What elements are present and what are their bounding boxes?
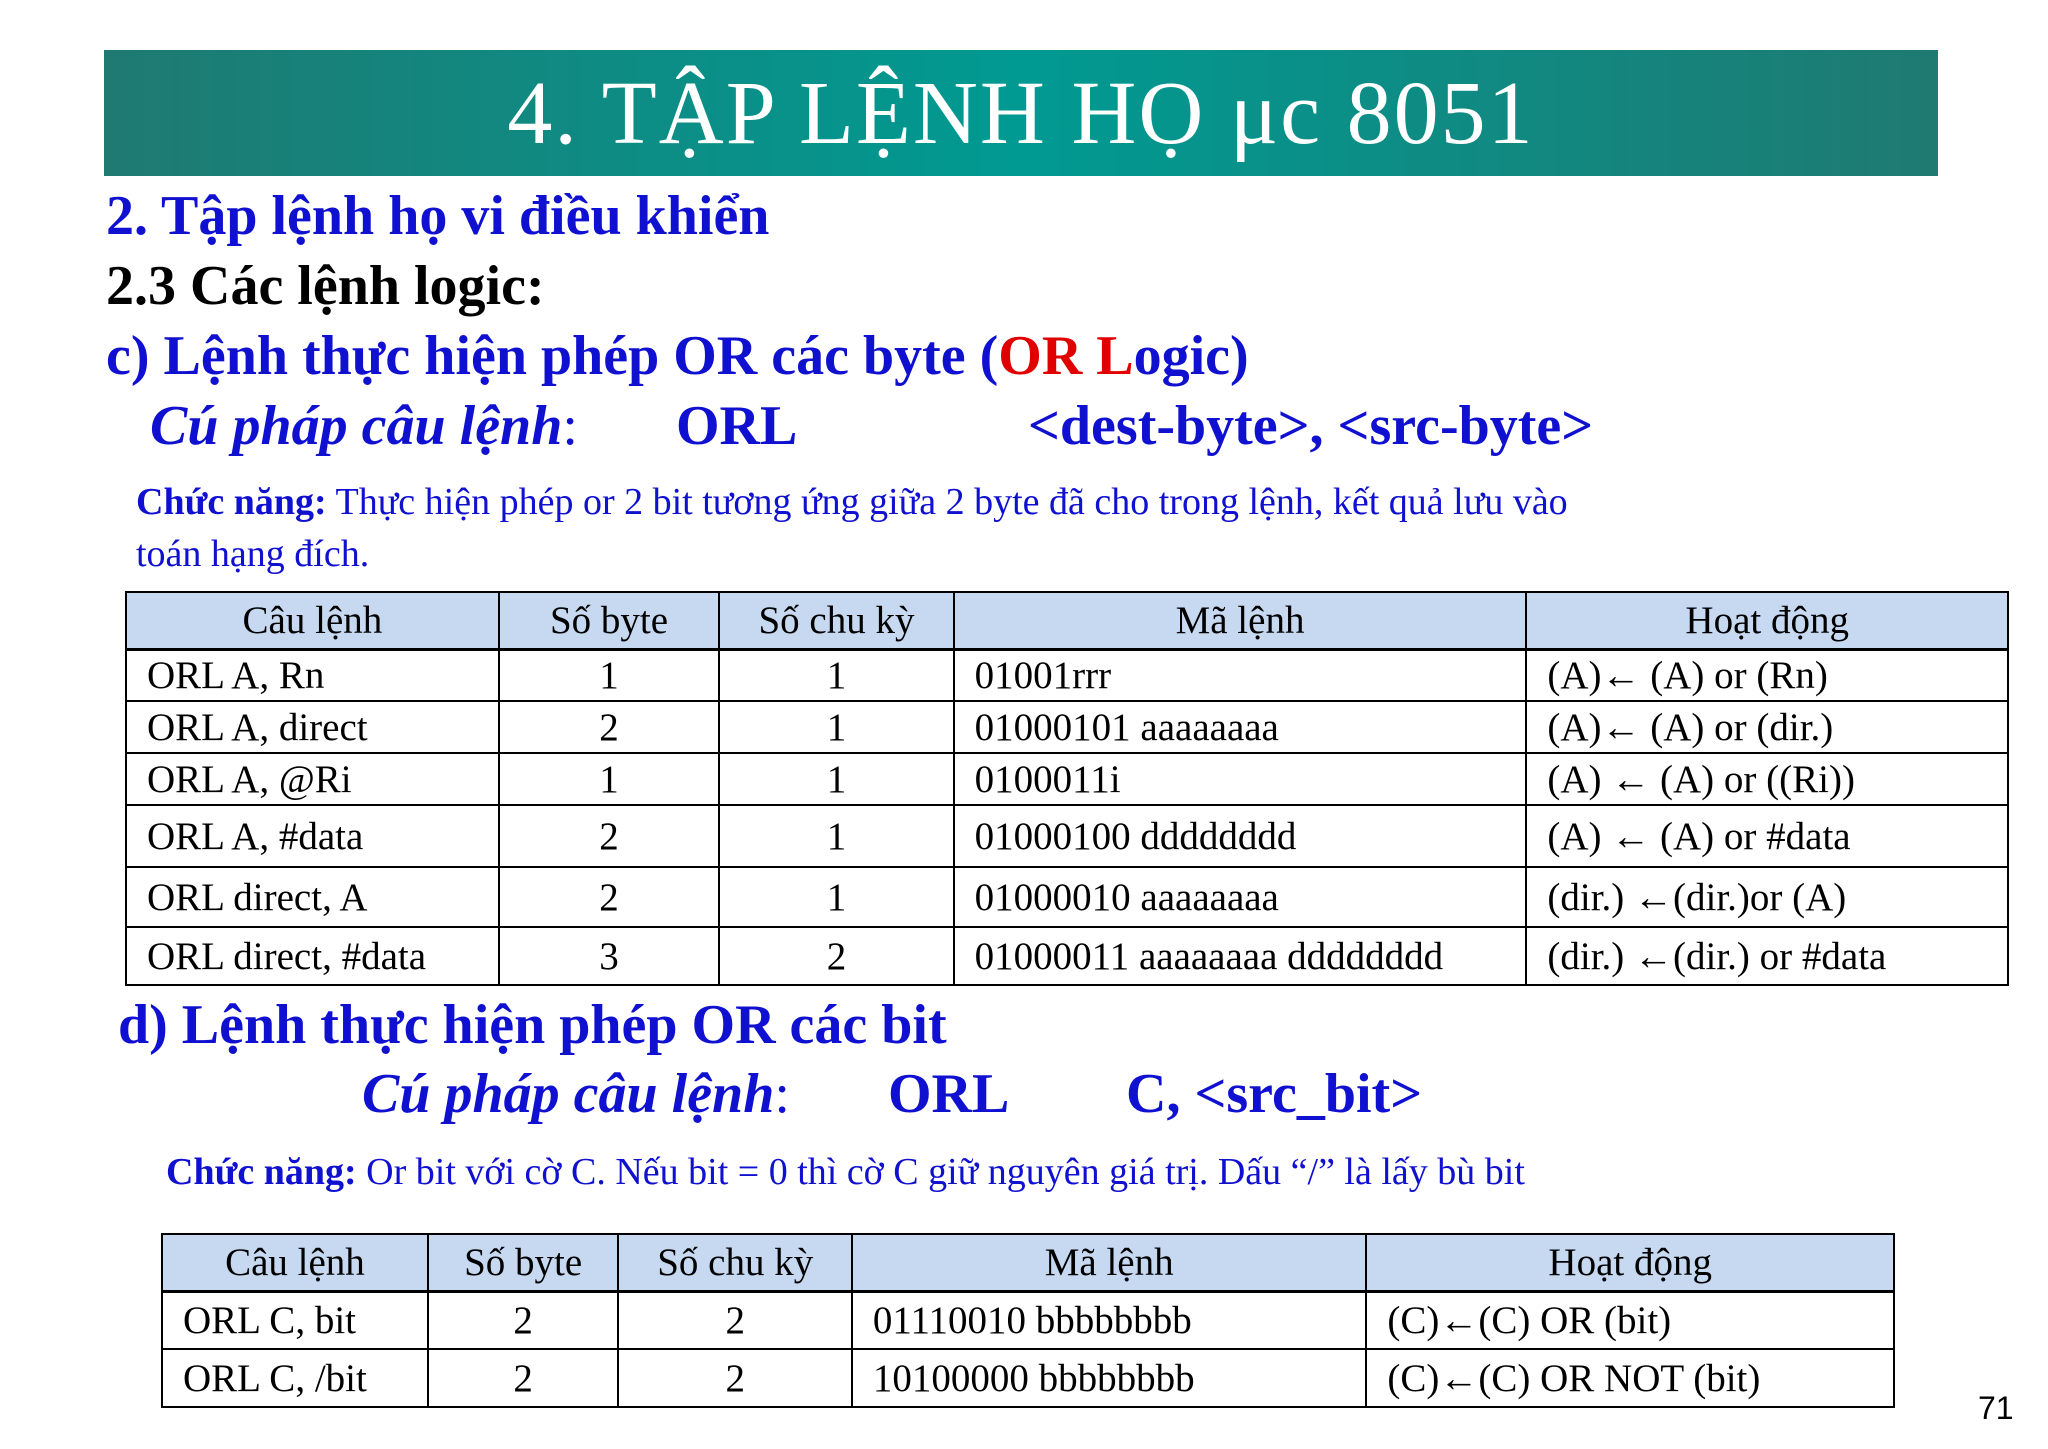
- col-header-instruction: Câu lệnh: [162, 1234, 428, 1291]
- instruction-cell: ORL C, /bit: [162, 1349, 428, 1407]
- col-header-opcode: Mã lệnh: [954, 592, 1527, 649]
- part-d-func-label: Chức năng:: [166, 1151, 357, 1193]
- section-heading: 2. Tập lệnh họ vi điều khiển: [106, 185, 770, 247]
- cycles-cell: 1: [719, 805, 953, 867]
- part-d-func-text: Or bit với cờ C. Nếu bit = 0 thì cờ C giữ nguyên giá trị. Dấu “/” là lấy bù bit: [356, 1151, 1525, 1193]
- part-d-heading: d) Lệnh thực hiện phép OR các bit: [118, 994, 947, 1056]
- part-c-func-label: Chức năng:: [136, 481, 327, 523]
- col-header-bytes: Số byte: [499, 592, 719, 649]
- part-c-heading-red-l: L: [1096, 325, 1134, 387]
- bytes-cell: 1: [499, 649, 719, 701]
- cycles-cell: 2: [618, 1349, 851, 1407]
- part-c-syntax-label: Cú pháp câu lệnh: [150, 395, 563, 457]
- part-c-heading: [106, 324, 1249, 388]
- part-d-syntax-args: C, <src_bit>: [1126, 1063, 1423, 1125]
- cycles-cell: 1: [719, 867, 953, 927]
- table-row: [162, 1291, 1894, 1349]
- col-header-operation: Hoạt động: [1526, 592, 2008, 649]
- col-header-cycles: Số chu kỳ: [618, 1234, 851, 1291]
- part-c-heading-red-or: OR: [998, 325, 1083, 387]
- bytes-cell: 2: [428, 1349, 619, 1407]
- cycles-cell: 1: [719, 701, 953, 753]
- bytes-cell: 1: [499, 753, 719, 805]
- table-row: [126, 701, 2008, 753]
- part-c-syntax-op: ORL: [676, 395, 798, 457]
- instruction-cell: ORL direct, #data: [126, 927, 499, 985]
- part-c-syntax: [150, 394, 1650, 458]
- instruction-cell: ORL direct, A: [126, 867, 499, 927]
- part-c-heading-suffix: ogic): [1133, 325, 1249, 387]
- opcode-cell: 01001rrr: [954, 649, 1527, 701]
- part-d-syntax-colon: :: [774, 1063, 790, 1125]
- operation-cell: (C)←(C) OR (bit): [1366, 1291, 1894, 1349]
- table-header-row: [162, 1234, 1894, 1291]
- col-header-operation: Hoạt động: [1366, 1234, 1894, 1291]
- operation-cell: (A) ← (A) or ((Ri)): [1526, 753, 2008, 805]
- part-c-func-text2: toán hạng đích.: [136, 533, 370, 575]
- operation-cell: (dir.) ←(dir.) or #data: [1526, 927, 2008, 985]
- opcode-cell: 01000101 aaaaaaaa: [954, 701, 1527, 753]
- subsection-heading: 2.3 Các lệnh logic:: [106, 255, 545, 317]
- table-row: [126, 753, 2008, 805]
- slide-title: 4. TẬP LỆNH HỌ μc 8051: [507, 63, 1535, 163]
- part-d-syntax-label: Cú pháp câu lệnh: [362, 1063, 775, 1125]
- col-header-instruction: Câu lệnh: [126, 592, 499, 649]
- bytes-cell: 3: [499, 927, 719, 985]
- part-d-syntax: [362, 1062, 1562, 1126]
- opcode-cell: 01000010 aaaaaaaa: [954, 867, 1527, 927]
- table-row: [162, 1349, 1894, 1407]
- cycles-cell: 2: [618, 1291, 851, 1349]
- instruction-cell: ORL C, bit: [162, 1291, 428, 1349]
- opcode-cell: 0100011i: [954, 753, 1527, 805]
- part-c-heading-prefix: c) Lệnh thực hiện phép OR các byte (: [106, 325, 999, 387]
- cycles-cell: 1: [719, 649, 953, 701]
- cycles-cell: 2: [719, 927, 953, 985]
- part-c-syntax-args: <dest-byte>, <src-byte>: [1028, 395, 1594, 457]
- opcode-cell: 01110010 bbbbbbbb: [852, 1291, 1366, 1349]
- bytes-cell: 2: [499, 867, 719, 927]
- part-c-function: [136, 476, 1568, 580]
- instruction-cell: ORL A, Rn: [126, 649, 499, 701]
- opcode-cell: 01000100 dddddddd: [954, 805, 1527, 867]
- bytes-cell: 2: [428, 1291, 619, 1349]
- col-header-opcode: Mã lệnh: [852, 1234, 1366, 1291]
- instruction-cell: ORL A, @Ri: [126, 753, 499, 805]
- cycles-cell: 1: [719, 753, 953, 805]
- part-d-function: [166, 1146, 1525, 1198]
- part-d-syntax-op: ORL: [888, 1063, 1010, 1125]
- operation-cell: (C)←(C) OR NOT (bit): [1366, 1349, 1894, 1407]
- operation-cell: (A)← (A) or (dir.): [1526, 701, 2008, 753]
- opcode-cell: 10100000 bbbbbbbb: [852, 1349, 1366, 1407]
- col-header-cycles: Số chu kỳ: [719, 592, 953, 649]
- table-row: [126, 649, 2008, 701]
- instruction-cell: ORL A, direct: [126, 701, 499, 753]
- part-c-heading-space: [1082, 325, 1096, 387]
- bytes-cell: 2: [499, 701, 719, 753]
- page-number: 71: [1978, 1390, 2014, 1426]
- or-byte-table: [125, 591, 2009, 986]
- instruction-cell: ORL A, #data: [126, 805, 499, 867]
- title-banner: [104, 50, 1938, 176]
- col-header-bytes: Số byte: [428, 1234, 619, 1291]
- operation-cell: (A) ← (A) or #data: [1526, 805, 2008, 867]
- part-c-func-text: Thực hiện phép or 2 bit tương ứng giữa 2 byte đã cho trong lệnh, kết quả lưu vào: [326, 481, 1568, 523]
- table-header-row: [126, 592, 2008, 649]
- or-bit-table: [161, 1233, 1895, 1408]
- bytes-cell: 2: [499, 805, 719, 867]
- operation-cell: (dir.) ←(dir.)or (A): [1526, 867, 2008, 927]
- operation-cell: (A)← (A) or (Rn): [1526, 649, 2008, 701]
- table-row: [126, 927, 2008, 985]
- table-row: [126, 867, 2008, 927]
- table-row: [126, 805, 2008, 867]
- opcode-cell: 01000011 aaaaaaaa dddddddd: [954, 927, 1527, 985]
- part-c-syntax-colon: :: [562, 395, 578, 457]
